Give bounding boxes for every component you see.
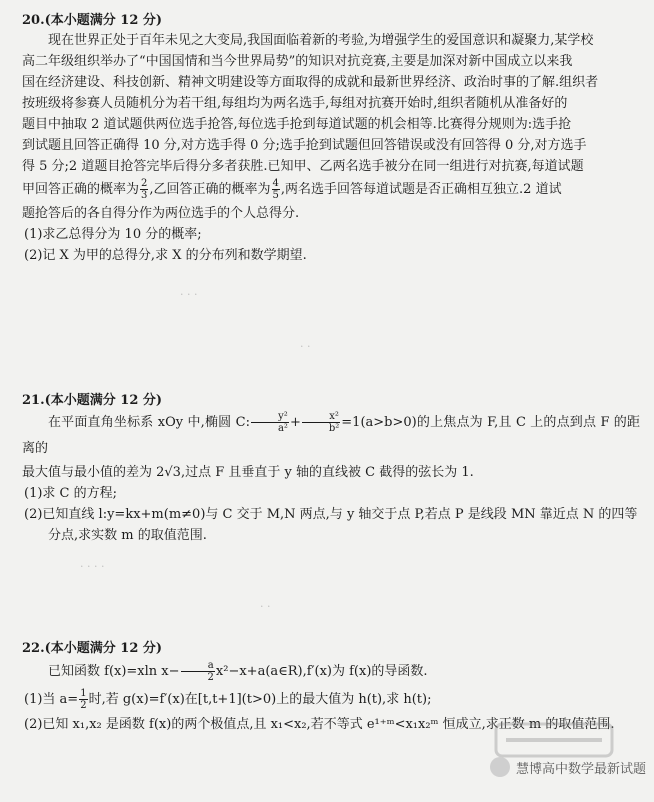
- problem-21-line-2: 最大值与最小值的差为 2√3,过点 F 且垂直于 y 轴的直线被 C 截得的弦长为 1.: [22, 465, 474, 480]
- fraction-x2-b2: [302, 411, 340, 434]
- problem-22-question-1: [22, 686, 640, 714]
- watermark: [490, 754, 646, 780]
- text-fragment: 在平面直角坐标系 xOy 中,椭圆 C:: [48, 415, 250, 430]
- bleed-through-mark: · · · ·: [80, 560, 105, 573]
- fraction-denominator: b²: [328, 423, 340, 434]
- fraction-numerator: y²: [251, 411, 289, 423]
- text-fragment: 已知函数 f(x)=xln x−: [48, 664, 180, 679]
- problem-20-line: 现在世界正处于百年未见之大变局,我国面临着新的考验,为增强学生的爱国意识和凝聚力,某学校: [48, 33, 594, 48]
- fraction-numerator: 4: [272, 178, 279, 189]
- problem-21-line-1: 在平面直角坐标系 xOy 中,椭圆 C: $\frac{\text{y²}}{\text{a²}}$ + $\frac{\text{x²}}{\text{b²}}$ =1(a>b>0)的上焦点为 F,且 C 上的点到点 F 的距离的: [22, 411, 640, 456]
- fraction-numerator: x²: [302, 411, 340, 423]
- fraction-denominator: 2: [207, 672, 214, 683]
- bleed-through-mark: · ·: [260, 600, 271, 613]
- problem-20-line: 按班级将参赛人员随机分为若干组,每组均为两名选手,每组对抗赛开始时,组织者随机从准备好的: [22, 96, 568, 111]
- fraction-1-2: [79, 688, 87, 711]
- fraction-denominator: 5: [272, 190, 279, 201]
- text-fragment: (1)当 a=: [24, 692, 79, 707]
- problem-22-question-2: (2)已知 x₁,x₂ 是函数 f(x)的两个极值点,且 x₁<x₂,若不等式 e¹⁺ᵐ<x₁x₂ᵐ 恒成立,求正数 m 的取值范围.: [24, 717, 615, 732]
- fraction-4-5: [272, 178, 280, 201]
- problem-20-line: 到试题且回答正确得 10 分,对方选手得 0 分;选手抢到试题但回答错误或没有回答得 0 分,对方选手: [22, 138, 587, 153]
- fraction-2-3: [140, 178, 148, 201]
- fraction-numerator: 1: [80, 688, 87, 699]
- problem-20-line: 国在经济建设、科技创新、精神文明建设等方面取得的成就和最新世界经济、政治时事的了解.组织者: [22, 75, 599, 90]
- problem-20-line: 题抢答后的各自得分作为两位选手的个人总得分.: [22, 206, 300, 221]
- problem-20: [22, 12, 640, 266]
- fraction-denominator: 2: [80, 700, 87, 711]
- problem-21-heading: 21.(本小题满分 12 分): [22, 393, 163, 408]
- fraction-numerator: 2: [141, 178, 148, 189]
- fraction-a-2: [181, 660, 215, 683]
- fraction-numerator: a: [181, 660, 215, 672]
- problem-22-heading: 22.(本小题满分 12 分): [22, 641, 163, 656]
- problem-21: [22, 392, 640, 546]
- problem-20-heading: 20.(本小题满分 12 分): [22, 13, 163, 28]
- watermark-text: 慧博高中数学最新试题: [515, 761, 646, 777]
- problem-20-line: 得 5 分;2 道题目抢答完毕后得分多者获胜.已知甲、乙两名选手被分在同一组进行对抗赛,每道试题: [22, 159, 584, 174]
- text-fragment: =1(a>b>0)的上焦点为 F,且 C 上的点到点 F 的距离的: [22, 415, 640, 456]
- bleed-through-mark: · · ·: [180, 288, 198, 301]
- text-fragment: 时,若 g(x)=f′(x)在[t,t+1](t>0)上的最大值为 h(t),求 h(t);: [88, 692, 432, 707]
- problem-21-question-2: (2)已知直线 l:y=kx+m(m≠0)与 C 交于 M,N 两点,与 y 轴交于点 P,若点 P 是线段 MN 靠近点 N 的四等分点,求实数 m 的取值范围.: [24, 507, 638, 543]
- problem-22-line-1: [22, 658, 640, 686]
- problem-20-line: 高二年级组织举办了“中国国情和当今世界局势”的知识对抗竞赛,主要是加深对新中国成立以来我: [22, 54, 573, 69]
- fraction-denominator: 3: [141, 190, 148, 201]
- fraction-denominator: a²: [277, 423, 288, 434]
- text-fragment: ,乙回答正确的概率为: [149, 182, 271, 197]
- problem-20-probability-line: [22, 177, 640, 203]
- text-fragment: 甲回答正确的概率为: [22, 182, 140, 197]
- fraction-y2-a2: [251, 411, 289, 434]
- problem-20-question-2: (2)记 X 为甲的总得分,求 X 的分布列和数学期望.: [24, 248, 307, 263]
- text-fragment: x²−x+a(a∈R),f′(x)为 f(x)的导函数.: [215, 664, 428, 679]
- wechat-icon: [490, 757, 510, 777]
- text-fragment: ,两名选手回答每道试题是否正确相互独立.2 道试: [280, 182, 562, 197]
- problem-21-question-1: (1)求 C 的方程;: [24, 486, 118, 501]
- problem-20-question-1: (1)求乙总得分为 10 分的概率;: [24, 227, 202, 242]
- bleed-through-mark: · ·: [300, 340, 311, 353]
- problem-20-line: 题目中抽取 2 道试题供两位选手抢答,每位选手抢到每道试题的机会相等.比赛得分规则为:选手抢: [22, 117, 572, 132]
